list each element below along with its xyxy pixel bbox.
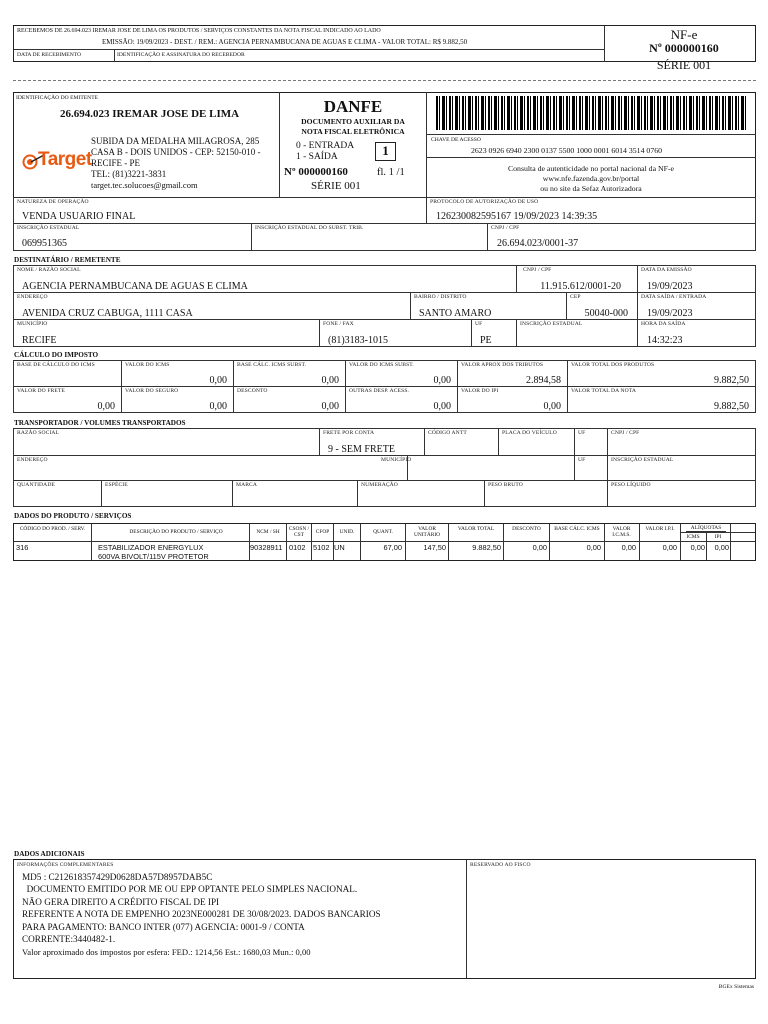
protocolo-value: 126230082595167 19/09/2023 14:39:35 bbox=[436, 211, 598, 222]
consulta-line3: ou no site da Sefaz Autorizadora bbox=[540, 184, 642, 193]
dest-data-saida-cell bbox=[637, 292, 756, 320]
adicionais-block bbox=[13, 859, 756, 979]
data-recebimento-label: DATA DE RECEBIMENTO bbox=[17, 52, 82, 58]
target-logo-text: Target bbox=[38, 149, 92, 170]
protocolo-label: PROTOCOLO DE AUTORIZAÇÃO DE USO bbox=[430, 199, 539, 205]
dest-nome-value: AGENCIA PERNAMBUCANA DE AGUAS E CLIMA bbox=[22, 281, 248, 292]
dest-ie-cell bbox=[516, 319, 638, 347]
dest-hora-value: 14:32:23 bbox=[647, 335, 683, 346]
imposto-cell bbox=[457, 360, 568, 387]
td-aliq-icms: 0,00 bbox=[690, 543, 705, 552]
dest-cep-cell bbox=[566, 292, 638, 320]
chave-barcode bbox=[436, 96, 748, 130]
emitente-cnpj-value: 26.694.023/0001-37 bbox=[497, 238, 579, 249]
th-quant: QUANT. bbox=[373, 529, 393, 535]
reservado-fisco-label: RESERVADO AO FISCO bbox=[470, 862, 531, 868]
imposto-cell bbox=[233, 360, 346, 387]
transp-cnpj-label: CNPJ / CPF bbox=[611, 430, 640, 436]
td-aliq-ipi: 0,00 bbox=[714, 543, 729, 552]
protocolo-cell bbox=[426, 197, 756, 224]
transp-especie-label: ESPÉCIE bbox=[105, 482, 128, 488]
dest-endereco-value: AVENIDA CRUZ CABUGA, 1111 CASA bbox=[22, 308, 193, 319]
aliquotas-divider bbox=[680, 532, 755, 533]
imposto-value: 0,00 bbox=[433, 401, 451, 412]
info-line-3: NÃO GERA DIREITO A CRÉDITO FISCAL DE IPI bbox=[22, 897, 220, 907]
dest-data-emissao-cell bbox=[637, 265, 756, 293]
imposto-label: OUTRAS DESP. ACESS. bbox=[349, 388, 410, 394]
dest-endereco-label: ENDEREÇO bbox=[17, 294, 48, 300]
td-quant: 67,00 bbox=[383, 543, 402, 552]
info-complementares-label: INFORMAÇÕES COMPLEMENTARES bbox=[17, 862, 114, 868]
th-csosn: CSOSN / CST bbox=[288, 526, 310, 538]
chave-label: CHAVE DE ACESSO bbox=[431, 137, 481, 143]
transp-razao-cell bbox=[13, 428, 320, 456]
software-footer: BGEx Sistemas bbox=[718, 984, 754, 990]
th-valor-unit: VALOR UNITÁRIO bbox=[413, 526, 441, 538]
canhoto-divider-nfe bbox=[604, 26, 605, 62]
th-valor-ipi: VALOR I.P.I. bbox=[645, 526, 675, 532]
td-cfop: 5102 bbox=[313, 543, 330, 552]
imposto-value: 0,00 bbox=[321, 375, 339, 386]
danfe-numero: Nº 000000160 bbox=[284, 166, 348, 178]
dest-fone-label: FONE / FAX bbox=[323, 321, 354, 327]
imposto-section: CÁLCULO DO IMPOSTO bbox=[14, 351, 99, 359]
danfe-serie: SÉRIE 001 bbox=[311, 180, 361, 192]
transp-ie-label: INSCRIÇÃO ESTADUAL bbox=[611, 457, 674, 463]
th-aliquotas: ALÍQUOTAS bbox=[690, 525, 722, 531]
td-descricao1: ESTABILIZADOR ENERGYLUX bbox=[98, 543, 204, 552]
transp-uf2-cell bbox=[574, 455, 608, 481]
transp-municipio-label: MUNICÍPIO bbox=[381, 457, 412, 463]
imposto-cell bbox=[13, 360, 122, 387]
td-valor-ipi: 0,00 bbox=[662, 543, 677, 552]
canhoto-divider-h bbox=[14, 49, 604, 50]
natureza-label: NATUREZA DE OPERAÇÃO bbox=[17, 199, 89, 205]
transp-placa-cell bbox=[498, 428, 575, 456]
dest-cep-value: 50040-000 bbox=[584, 308, 628, 319]
imposto-label: BASE CÁLC. ICMS SUBST. bbox=[237, 362, 307, 368]
transp-peso-liquido-label: PESO LÍQUIDO bbox=[611, 482, 651, 488]
emitente-cnpj-cell bbox=[487, 223, 756, 251]
imposto-cell bbox=[567, 386, 756, 413]
imposto-label: VALOR TOTAL DA NOTA bbox=[571, 388, 636, 394]
imposto-label: VALOR DO ICMS bbox=[125, 362, 170, 368]
transp-marca-label: MARCA bbox=[236, 482, 258, 488]
info-line-1: MD5 : C212618357429D0628DA57D8957DAB5C bbox=[22, 872, 213, 882]
natureza-cell bbox=[13, 197, 427, 224]
dest-municipio-label: MUNICÍPIO bbox=[17, 321, 48, 327]
th-codigo: CÓDIGO DO PROD. / SERV. bbox=[19, 526, 86, 532]
imposto-value: 0,00 bbox=[321, 401, 339, 412]
emitente-phone: TEL: (81)3221-3831 bbox=[91, 169, 167, 179]
imposto-value: 0,00 bbox=[97, 401, 115, 412]
adicionais-section: DADOS ADICIONAIS bbox=[14, 850, 85, 858]
dest-hora-label: HORA DA SAÍDA bbox=[641, 321, 686, 327]
td-valor-total: 9.882,50 bbox=[472, 543, 501, 552]
imposto-value: 0,00 bbox=[209, 401, 227, 412]
td-csosn: 0102 bbox=[289, 543, 306, 552]
dest-fone-value: (81)3183-1015 bbox=[328, 335, 388, 346]
transp-razao-label: RAZÃO SOCIAL bbox=[17, 430, 60, 436]
imposto-value: 0,00 bbox=[209, 375, 227, 386]
transp-especie-cell bbox=[101, 480, 233, 507]
dest-cep-label: CEP bbox=[570, 294, 581, 300]
transp-peso-liquido-cell bbox=[607, 480, 756, 507]
transportador-section: TRANSPORTADOR / VOLUMES TRANSPORTADOS bbox=[14, 419, 186, 427]
dest-uf-cell bbox=[471, 319, 517, 347]
adicionais-divider bbox=[466, 860, 467, 978]
td-valor-icms: 0,00 bbox=[621, 543, 636, 552]
transp-numeracao-cell bbox=[357, 480, 485, 507]
dest-cnpj-cell bbox=[516, 265, 638, 293]
imposto-cell bbox=[13, 386, 122, 413]
imposto-label: VALOR APROX DOS TRIBUTOS bbox=[461, 362, 544, 368]
dest-data-saida-label: DATA SAÍDA / ENTRADA bbox=[641, 294, 707, 300]
transp-uf-cell bbox=[574, 428, 608, 456]
th-cfop: CFOP bbox=[315, 529, 330, 535]
th-valor-icms: VALOR I.C.M.S. bbox=[612, 526, 631, 538]
danfe-title: DANFE bbox=[323, 97, 383, 116]
dest-municipio-cell bbox=[13, 319, 320, 347]
transp-quantidade-label: QUANTIDADE bbox=[17, 482, 55, 488]
imposto-label: VALOR DO SEGURO bbox=[125, 388, 179, 394]
imposto-label: VALOR TOTAL DOS PRODUTOS bbox=[571, 362, 655, 368]
imposto-label: BASE DE CÁLCULO DO ICMS bbox=[17, 362, 95, 368]
canhoto-nfe-label: NF-e bbox=[670, 27, 698, 42]
danfe-saida: 1 - SAÍDA bbox=[296, 152, 338, 162]
th-descricao: DESCRIÇÃO DO PRODUTO / SERVIÇO bbox=[129, 529, 223, 535]
dest-bairro-cell bbox=[410, 292, 567, 320]
transp-municipio-cell bbox=[378, 455, 575, 481]
dest-data-emissao-label: DATA DA EMISSÃO bbox=[641, 267, 692, 273]
aliquotas-underline bbox=[686, 531, 726, 532]
emitente-address3: RECIFE - PE bbox=[91, 158, 141, 168]
transp-placa-label: PLACA DO VEÍCULO bbox=[502, 430, 557, 436]
transp-frete-cell bbox=[319, 428, 425, 456]
info-line-4: REFERENTE A NOTA DE EMPENHO 2023NE000281 DE 30/08/2023. DADOS BANCARIOS bbox=[22, 909, 381, 919]
canhoto-nfe-number: Nº 000000160 bbox=[649, 41, 719, 55]
imposto-cell bbox=[345, 386, 458, 413]
emitente-email: target.tec.solucoes@gmail.com bbox=[91, 180, 198, 190]
transp-cnpj-cell bbox=[607, 428, 756, 456]
emitente-address1: SUBIDA DA MEDALHA MILAGROSA, 285 bbox=[91, 136, 260, 146]
dest-municipio-value: RECIFE bbox=[22, 335, 57, 346]
transp-numeracao-label: NUMERAÇÃO bbox=[361, 482, 398, 488]
transp-frete-label: FRETE POR CONTA bbox=[323, 430, 375, 436]
identificacao-recebedor-label: IDENTIFICAÇÃO E ASSINATURA DO RECEBEDOR bbox=[117, 52, 245, 58]
ie-subst-label: INSCRIÇÃO ESTADUAL DO SUBST. TRIB. bbox=[255, 225, 364, 231]
imposto-value: 0,00 bbox=[543, 401, 561, 412]
danfe-subtitle1: DOCUMENTO AUXILIAR DA bbox=[301, 117, 405, 126]
info-line-5: PARA PAGAMENTO: BANCO INTER (077) AGENCIA: 0001-9 / CONTA bbox=[22, 922, 305, 932]
transp-ie-cell bbox=[607, 455, 756, 481]
danfe-tipo: 1 bbox=[382, 143, 389, 158]
info-line-6: CORRENTE:3440482-1. bbox=[22, 934, 116, 944]
dest-cnpj-value: 11.915.612/0001-20 bbox=[540, 281, 621, 292]
dest-cnpj-label: CNPJ / CPF bbox=[523, 267, 552, 273]
imposto-value: 2.894,58 bbox=[526, 375, 561, 386]
danfe-entrada: 0 - ENTRADA bbox=[296, 141, 355, 151]
ie-cell bbox=[13, 223, 252, 251]
imposto-cell bbox=[457, 386, 568, 413]
info-line-2: DOCUMENTO EMITIDO POR ME OU EPP OPTANTE PELO SIMPLES NACIONAL. bbox=[22, 884, 358, 894]
imposto-value: 0,00 bbox=[433, 375, 451, 386]
dest-fone-cell bbox=[319, 319, 472, 347]
imposto-value: 9.882,50 bbox=[714, 401, 749, 412]
dest-uf-value: PE bbox=[480, 335, 492, 346]
transp-frete-value: 9 - SEM FRETE bbox=[328, 444, 395, 455]
dest-data-saida-value: 19/09/2023 bbox=[647, 308, 693, 319]
td-valor-unit: 147,50 bbox=[423, 543, 446, 552]
canhoto-cut-line bbox=[13, 80, 756, 81]
imposto-label: DESCONTO bbox=[237, 388, 268, 394]
imposto-cell bbox=[567, 360, 756, 387]
emitente-label: IDENTIFICAÇÃO DO EMITENTE bbox=[16, 95, 99, 101]
transp-antt-label: CÓDIGO ANTT bbox=[428, 430, 467, 436]
canhoto bbox=[13, 25, 756, 72]
transp-uf-label: UF bbox=[578, 430, 586, 436]
emitente-name: 26.694.023 IREMAR JOSE DE LIMA bbox=[60, 108, 240, 120]
transp-endereco-label: ENDEREÇO bbox=[17, 457, 48, 463]
emitente-address2: CASA B - DOIS UNIDOS - CEP: 52150-010 - bbox=[91, 147, 261, 157]
chave-value: 2623 0926 6940 2300 0137 5500 1000 0001 6014 3514 0760 bbox=[471, 146, 663, 155]
emitente-cnpj-label: CNPJ / CPF bbox=[491, 225, 520, 231]
dest-hora-cell bbox=[637, 319, 756, 347]
td-codigo: 316 bbox=[16, 543, 29, 552]
imposto-cell bbox=[345, 360, 458, 387]
transp-peso-bruto-label: PESO BRUTO bbox=[488, 482, 523, 488]
dest-nome-cell bbox=[13, 265, 517, 293]
canhoto-recebemos: RECEBEMOS DE 26.694.023 IREMAR JOSE DE LIMA OS PRODUTOS / SERVIÇOS CONSTANTES DA NOTA FISCAL INDICADO AO LADO bbox=[17, 28, 381, 34]
imposto-label: VALOR DO IPI bbox=[461, 388, 499, 394]
td-unid: UN bbox=[334, 543, 345, 552]
td-ncm: 90328911 bbox=[250, 543, 283, 552]
imposto-value: 9.882,50 bbox=[714, 375, 749, 386]
imposto-label: VALOR DO ICMS SUBST. bbox=[349, 362, 414, 368]
dest-bairro-value: SANTO AMARO bbox=[419, 308, 492, 319]
canhoto-emissao: EMISSÃO: 19/09/2023 - DEST. / REM.: AGENCIA PERNAMBUCANA DE AGUAS E CLIMA - VALOR TOTAL: R$ 9.882,50 bbox=[102, 38, 468, 46]
canhoto-divider-v bbox=[114, 49, 115, 62]
th-unid: UNID. bbox=[339, 529, 355, 535]
transp-antt-cell bbox=[424, 428, 499, 456]
th-ncm: NCM / SH bbox=[256, 529, 280, 535]
ie-value: 069951365 bbox=[22, 238, 67, 249]
td-descricao2: 600VA BIVOLT/115V PROTETOR bbox=[98, 552, 209, 561]
dest-data-emissao-value: 19/09/2023 bbox=[647, 281, 693, 292]
transp-peso-bruto-cell bbox=[484, 480, 608, 507]
produtos-header-divider bbox=[14, 541, 755, 542]
consulta-line1: Consulta de autenticidade no portal nacional da NF-e bbox=[507, 164, 675, 173]
dest-nome-label: NOME / RAZÃO SOCIAL bbox=[17, 267, 81, 273]
danfe-subtitle2: NOTA FISCAL ELETRÔNICA bbox=[301, 127, 405, 136]
th-base-icms: BASE CÁLC. ICMS bbox=[554, 526, 600, 532]
imposto-cell bbox=[233, 386, 346, 413]
divider-barcode bbox=[426, 134, 756, 135]
imposto-cell bbox=[121, 360, 234, 387]
transp-marca-cell bbox=[232, 480, 358, 507]
th-valor-total: VALOR TOTAL bbox=[457, 526, 495, 532]
dest-ie-label: INSCRIÇÃO ESTADUAL bbox=[520, 321, 583, 327]
destinatario-section: DESTINATÁRIO / REMETENTE bbox=[14, 256, 121, 264]
td-base-icms: 0,00 bbox=[586, 543, 601, 552]
th-aliq-icms: ICMS bbox=[686, 534, 700, 540]
dest-endereco-cell bbox=[13, 292, 411, 320]
transp-quantidade-cell bbox=[13, 480, 102, 507]
imposto-cell bbox=[121, 386, 234, 413]
imposto-label: VALOR DO FRETE bbox=[17, 388, 65, 394]
ie-subst-cell bbox=[251, 223, 488, 251]
ie-label: INSCRIÇÃO ESTADUAL bbox=[17, 225, 80, 231]
canhoto-nfe-serie: SÉRIE 001 bbox=[656, 58, 712, 72]
transp-uf2-label: UF bbox=[578, 457, 586, 463]
th-desconto: DESCONTO bbox=[512, 526, 541, 532]
transp-endereco-cell bbox=[13, 455, 408, 481]
info-line-7: Valor aproximado dos impostos por esfera: FED.: 1214,56 Est.: 1680,03 Mun.: 0,00 bbox=[22, 947, 311, 957]
consulta-line2: www.nfe.fazenda.gov.br/portal bbox=[542, 174, 640, 183]
divider-chave bbox=[426, 157, 756, 158]
dest-bairro-label: BAIRRO / DISTRITO bbox=[414, 294, 467, 300]
danfe-folha: fl. 1 /1 bbox=[377, 167, 405, 178]
th-aliq-ipi: IPI bbox=[714, 534, 722, 540]
natureza-value: VENDA USUARIO FINAL bbox=[22, 211, 136, 222]
dest-uf-label: UF bbox=[475, 321, 483, 327]
produtos-section: DADOS DO PRODUTO / SERVIÇOS bbox=[14, 512, 132, 520]
produtos-table bbox=[13, 523, 756, 561]
td-desconto: 0,00 bbox=[532, 543, 547, 552]
